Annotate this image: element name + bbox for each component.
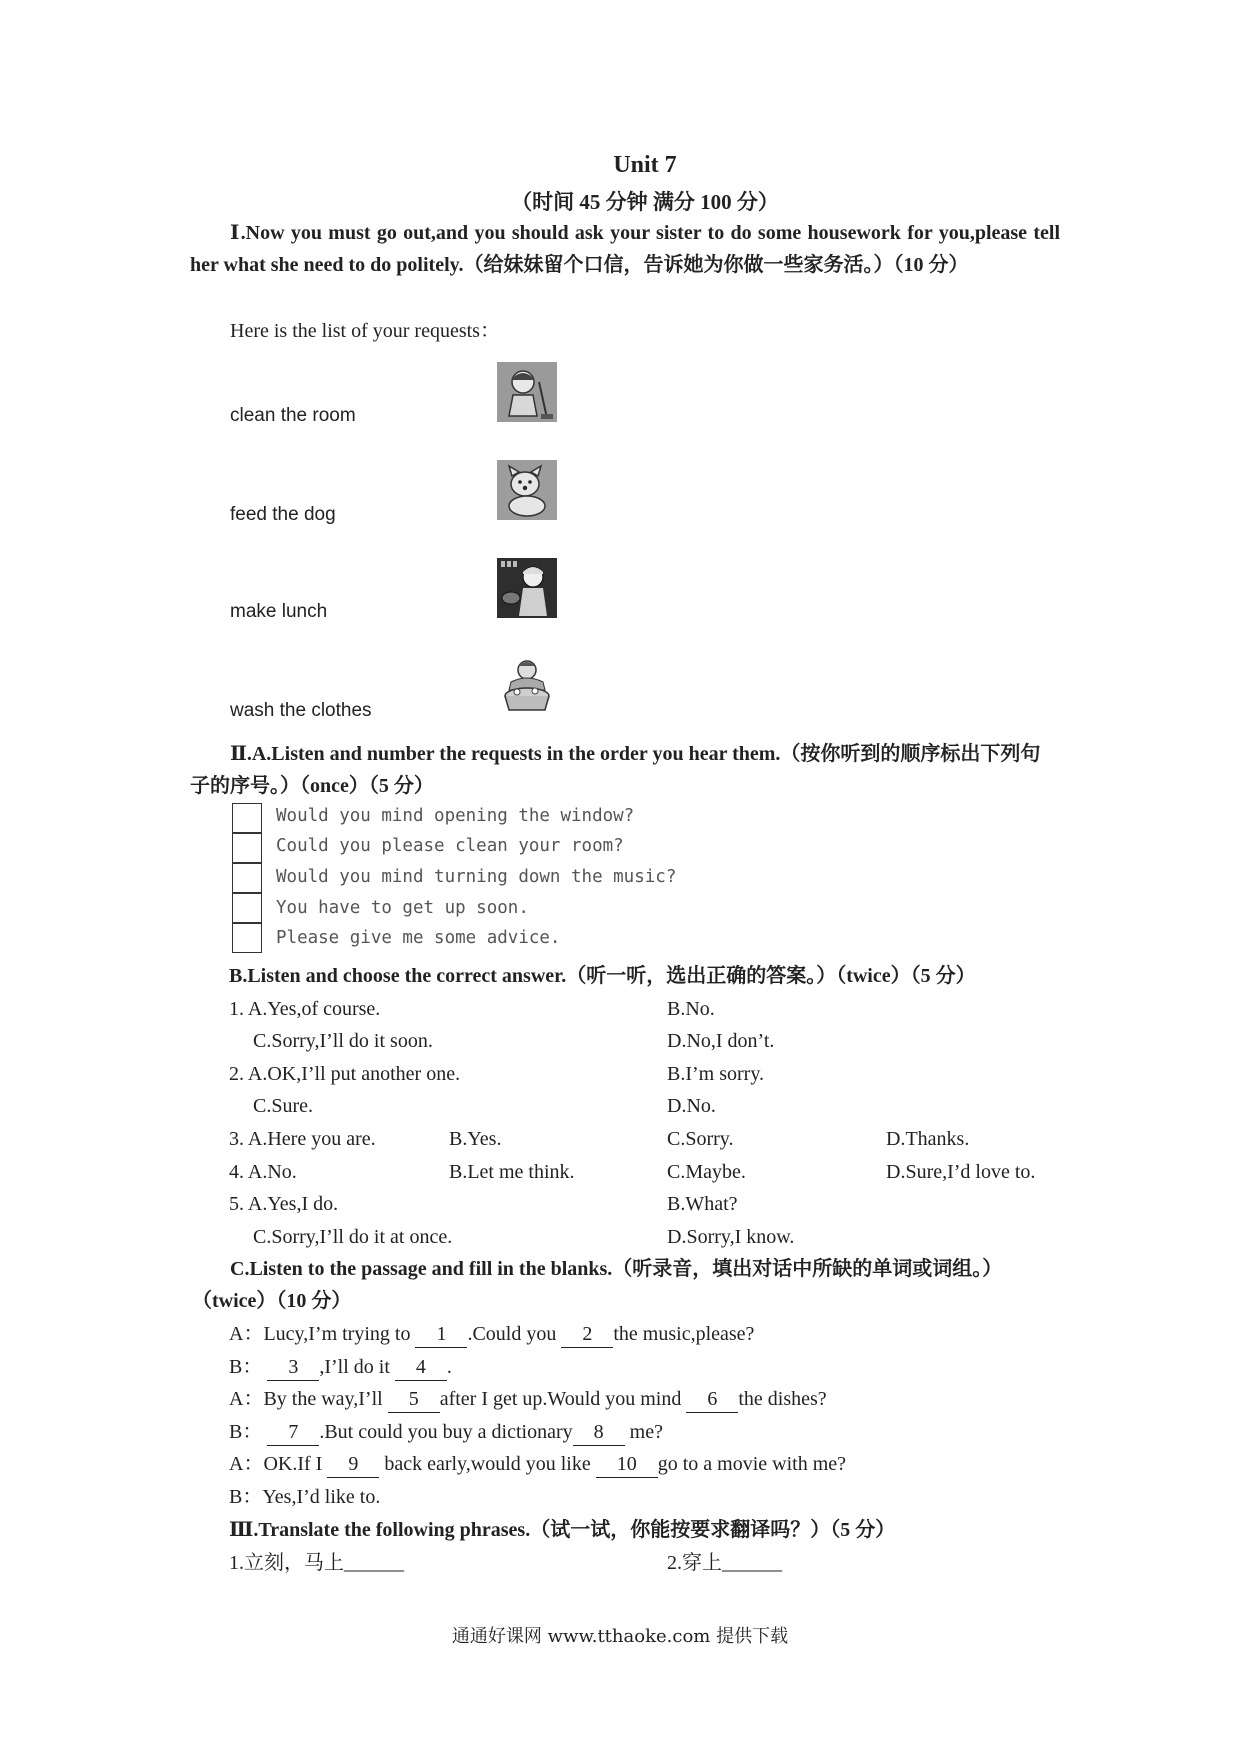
dialog-line-3: A：By the way,I’ll 5 after I get up.Would you mind 6 the dishes? xyxy=(229,1383,827,1415)
q5-option-d: D.Sorry,I know. xyxy=(667,1226,795,1248)
q4-option-d: D.Sure,I’d love to. xyxy=(886,1161,1036,1183)
request-sentence-5: Please give me some advice. xyxy=(276,928,561,948)
blank-8[interactable]: 8 xyxy=(573,1419,625,1446)
request-item-clean-room: clean the room xyxy=(230,405,356,426)
dialog-line-4: B： 7 .But could you buy a dictionary 8 me? xyxy=(229,1416,663,1448)
blank-10[interactable]: 10 xyxy=(596,1451,658,1478)
washing-tub-icon xyxy=(497,656,557,716)
translate-q1[interactable]: 1.立刻，马上______ xyxy=(229,1552,404,1574)
dialog-line-5: A：OK.If I 9 back early,would you like 10 go to a movie with me? xyxy=(229,1448,846,1480)
q3-option-d: D.Thanks. xyxy=(886,1128,970,1150)
section3-instruction: Ⅲ.Translate the following phrases.（试一试，你能按要求翻译吗？）（5 分） xyxy=(229,1519,896,1541)
q3-option-b: B.Yes. xyxy=(449,1128,502,1150)
q4-option-a: 4. A.No. xyxy=(229,1161,297,1183)
section2b-instruction: B.Listen and choose the correct answer.（听一听，选出正确的答案。）（twice）（5 分） xyxy=(229,965,976,987)
q1-option-b: B.No. xyxy=(667,998,715,1020)
q1-option-c: C.Sorry,I’ll do it soon. xyxy=(253,1030,433,1052)
q5-option-b: B.What? xyxy=(667,1193,738,1215)
blank-3[interactable]: 3 xyxy=(267,1354,319,1381)
request-item-make-lunch: make lunch xyxy=(230,601,328,622)
q1-option-a: 1. A.Yes,of course. xyxy=(229,998,381,1020)
section1-intro: Here is the list of your requests： xyxy=(230,320,500,342)
page-title: Unit 7 xyxy=(613,152,677,178)
dialog-line-2: B： 3 ,I’ll do it 4 . xyxy=(229,1351,452,1383)
q2-option-a: 2. A.OK,I’ll put another one. xyxy=(229,1063,461,1085)
order-box-5[interactable] xyxy=(232,923,262,953)
translate-q2[interactable]: 2.穿上______ xyxy=(667,1552,782,1574)
page-subtitle: （时间 45 分钟 满分 100 分） xyxy=(511,190,779,214)
dog-icon xyxy=(497,460,557,520)
blank-4[interactable]: 4 xyxy=(395,1354,447,1381)
q4-option-c: C.Maybe. xyxy=(667,1161,746,1183)
order-box-1[interactable] xyxy=(232,803,262,833)
request-sentence-1: Would you mind opening the window? xyxy=(276,806,635,826)
blank-9[interactable]: 9 xyxy=(327,1451,379,1478)
q1-option-d: D.No,I don’t. xyxy=(667,1030,775,1052)
q3-option-a: 3. A.Here you are. xyxy=(229,1128,376,1150)
request-sentence-2: Could you please clean your room? xyxy=(276,836,624,856)
q2-option-d: D.No. xyxy=(667,1095,716,1117)
order-box-2[interactable] xyxy=(232,833,262,863)
girl-cleaning-icon xyxy=(497,362,557,422)
dialog-line-6: B：Yes,I’d like to. xyxy=(229,1486,381,1508)
blank-2[interactable]: 2 xyxy=(561,1321,613,1348)
request-sentence-4: You have to get up soon. xyxy=(276,898,529,918)
section1-instruction: Ⅰ.Now you must go out,and you should ask your sister to do some housework for you,please tell her what she need to do politely.（给妹妹留个口信，告诉她为你做一些家务活。）（10 分） xyxy=(190,222,1060,276)
blank-5[interactable]: 5 xyxy=(388,1386,440,1413)
q5-option-c: C.Sorry,I’ll do it at once. xyxy=(253,1226,453,1248)
order-box-4[interactable] xyxy=(232,893,262,923)
section2a-instruction: Ⅱ.A.Listen and number the requests in the order you hear them.（按你听到的顺序标出下列句子的序号。）（once）（5 分） xyxy=(190,743,1041,797)
section2c-instruction: C.Listen to the passage and fill in the blanks.（听录音，填出对话中所缺的单词或词组。）（twice）（10 分） xyxy=(192,1258,1003,1312)
request-sentence-3: Would you mind turning down the music? xyxy=(276,867,677,887)
q4-option-b: B.Let me think. xyxy=(449,1161,575,1183)
girl-cooking-icon xyxy=(497,558,557,618)
request-item-wash-clothes: wash the clothes xyxy=(230,700,372,721)
q3-option-c: C.Sorry. xyxy=(667,1128,734,1150)
q2-option-b: B.I’m sorry. xyxy=(667,1063,765,1085)
dialog-line-1: A：Lucy,I’m trying to 1 .Could you 2 the music,please? xyxy=(229,1318,754,1350)
blank-7[interactable]: 7 xyxy=(267,1419,319,1446)
blank-1[interactable]: 1 xyxy=(415,1321,467,1348)
q2-option-c: C.Sure. xyxy=(253,1095,313,1117)
page-footer: 通通好课网 www.tthaoke.com 提供下载 xyxy=(451,1626,789,1647)
q5-option-a: 5. A.Yes,I do. xyxy=(229,1193,339,1215)
blank-6[interactable]: 6 xyxy=(686,1386,738,1413)
request-item-feed-dog: feed the dog xyxy=(230,504,336,525)
order-box-3[interactable] xyxy=(232,863,262,893)
